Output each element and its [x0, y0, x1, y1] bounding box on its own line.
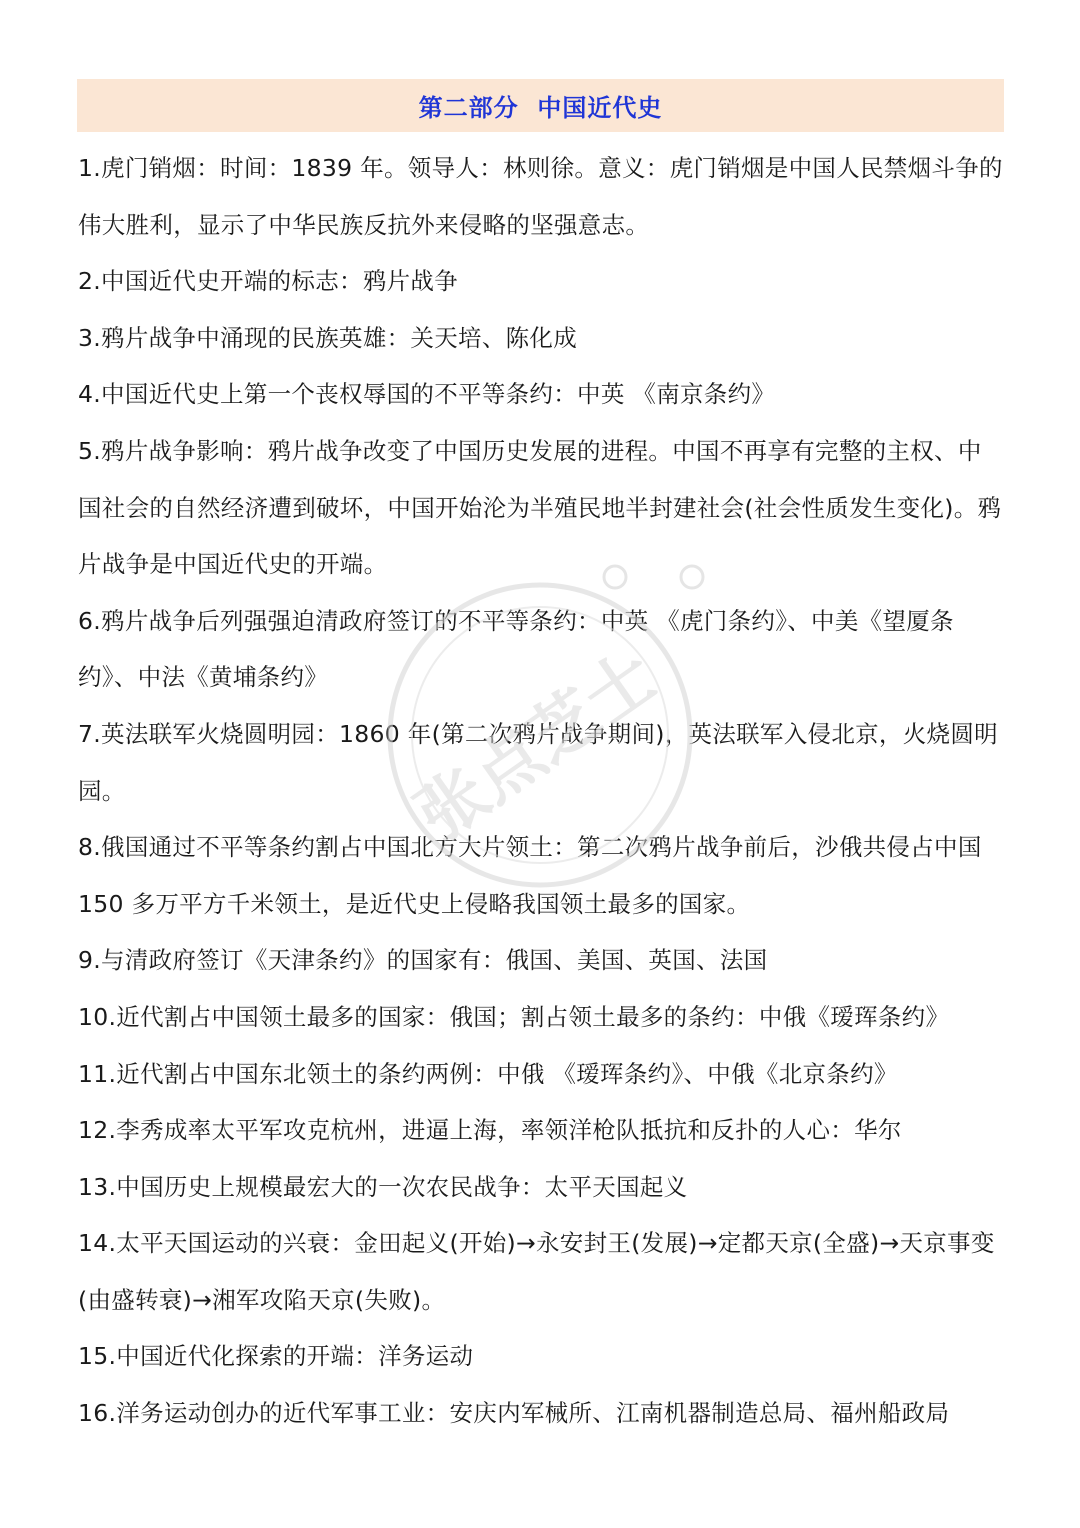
list-item: 14.太平天国运动的兴衰：金田起义(开始)→永安封王(发展)→定都天京(全盛)→天京事变(由盛转衰)→湘军攻陷天京(失败)。 [78, 1229, 995, 1314]
list-item: 5.鸦片战争影响：鸦片战争改变了中国历史发展的进程。中国不再享有完整的主权、中国社会的自然经济遭到破坏，中国开始沦为半殖民地半封建社会(社会性质发生变化)。鸦片战争是中国近代史的开端。 [78, 436, 1002, 579]
list-item: 9.与清政府签订《天津条约》的国家有：俄国、美国、英国、法国 [78, 946, 768, 975]
list-item: 6.鸦片战争后列强强迫清政府签订的不平等条约：中英 《虎门条约》、中美《望厦条约》、中法《黄埔条约》 [78, 606, 954, 692]
list-item: 3.鸦片战争中涌现的民族英雄：关天培、陈化成 [78, 323, 578, 352]
list-item: 10.近代割占中国领土最多的国家：俄国；割占领土最多的条约：中俄《瑷珲条约》 [78, 1002, 950, 1031]
watermark-text: 张点芝士 [403, 636, 672, 857]
list-item: 15.中国近代化探索的开端：洋务运动 [78, 1342, 474, 1371]
section-title-bar [77, 79, 1004, 132]
list-item: 12.李秀成率太平军攻克杭州，进逼上海，率领洋枪队抵抗和反扑的人心：华尔 [78, 1116, 902, 1145]
list-item: 13.中国历史上规模最宏大的一次农民战争：太平天国起义 [78, 1172, 688, 1201]
list-item: 8.俄国通过不平等条约割占中国北方大片领土：第二次鸦片战争前后，沙俄共侵占中国 150 多万平方千米领土，是近代史上侵略我国领土最多的国家。 [78, 833, 982, 918]
list-item: 4.中国近代史上第一个丧权辱国的不平等条约：中英 《南京条约》 [78, 380, 776, 409]
list-item: 11.近代割占中国东北领土的条约两例：中俄 《瑷珲条约》、中俄《北京条约》 [78, 1059, 898, 1088]
list-item: 2.中国近代史开端的标志：鸦片战争 [78, 267, 459, 296]
document-body [78, 140, 1004, 1442]
list-item: 16.洋务运动创办的近代军事工业：安庆内军械所、江南机器制造总局、福州船政局 [78, 1399, 950, 1428]
list-item: 7.英法联军火烧圆明园：1860 年(第二次鸦片战争期间)，英法联军入侵北京，火烧圆明园。 [78, 719, 998, 805]
section-title: 第二部分 中国近代史 [418, 94, 663, 122]
list-item: 1.虎门销烟：时间：1839 年。领导人：林则徐。意义：虎门销烟是中国人民禁烟斗争的伟大胜利，显示了中华民族反抗外来侵略的坚强意志。 [78, 154, 1003, 239]
